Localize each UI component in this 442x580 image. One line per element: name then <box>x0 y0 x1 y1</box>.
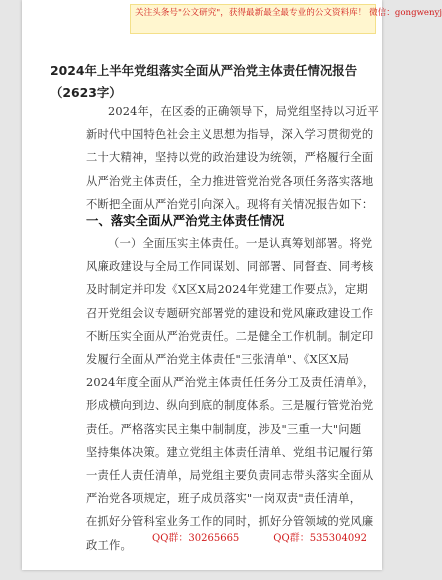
footer-qq-group-1: QQ群：30265665 <box>152 533 240 544</box>
body-line: 召开党组会议专题研究部署党的建设和党风廉政建设工作 <box>86 306 374 320</box>
intro-line: 2024年，在区委的正确领导下，局党组坚持以习近平 <box>108 105 379 118</box>
body-line: 政工作。 <box>86 538 132 552</box>
promo-banner-text: 关注头条号"公文研究"，获得最新最全最专业的公文资料库！ 微信：gongwenyj <box>135 8 442 18</box>
document-page <box>22 0 442 570</box>
intro-line: 二十大精神，坚持以党的政治建设为统领，严格履行全面 <box>86 151 374 165</box>
document-title: 2024年上半年党组落实全面从严治党主体责任情况报告 <box>50 63 358 78</box>
body-line: 2024年度全面从严治党主体责任任务分工及责任清单》， <box>86 376 375 390</box>
footer-qq-group-2: QQ群：535304092 <box>273 533 367 544</box>
section-heading: 一、落实全面从严治党主体责任情况 <box>86 213 285 228</box>
intro-paragraph <box>86 100 386 216</box>
intro-line: 不断把全面从严治党引向深入。现将有关情况报告如下： <box>86 197 374 211</box>
body-line: （一）全面压实主体责任。一是认真筹划部署。将党 <box>108 237 373 250</box>
word-count: （2623字） <box>50 85 122 100</box>
intro-line: 新时代中国特色社会主义思想为指导，深入学习贯彻党的 <box>86 128 374 142</box>
promo-banner <box>130 4 442 34</box>
body-line: 及时制定并印发《X区X局2024年党建工作要点》，定期 <box>86 283 368 297</box>
body-line: 严治党各项规定，班子成员落实"一岗双责"责任清单， <box>86 492 362 506</box>
body-line: 在抓好分管科室业务工作的同时，抓好分管领域的党风廉 <box>86 515 374 529</box>
intro-line: 从严治党主体责任，全力推进管党治党各项任务落实落地 <box>86 174 374 188</box>
body-line: 责任。严格落实民主集中制制度，涉及"三重一大"问题 <box>86 422 362 436</box>
footer-contact <box>152 532 367 546</box>
body-line: 形成横向到边、纵向到底的制度体系。三是履行管党治党 <box>86 399 374 413</box>
body-line: 风廉政建设与全局工作同谋划、同部署、同督查、同考核 <box>86 260 374 274</box>
body-line: 不断压实全面从严治党责任。二是健全工作机制。制定印 <box>86 329 374 343</box>
body-line: 坚持集体决策。建立党组主体责任清单、党组书记履行第 <box>86 445 374 459</box>
body-line: 发履行全面从严治党主体责任"三张清单"、《X区X局 <box>86 353 350 367</box>
body-paragraph <box>86 232 386 557</box>
body-line: 一责任人责任清单，局党组主要负责同志带头落实全面从 <box>86 469 374 483</box>
